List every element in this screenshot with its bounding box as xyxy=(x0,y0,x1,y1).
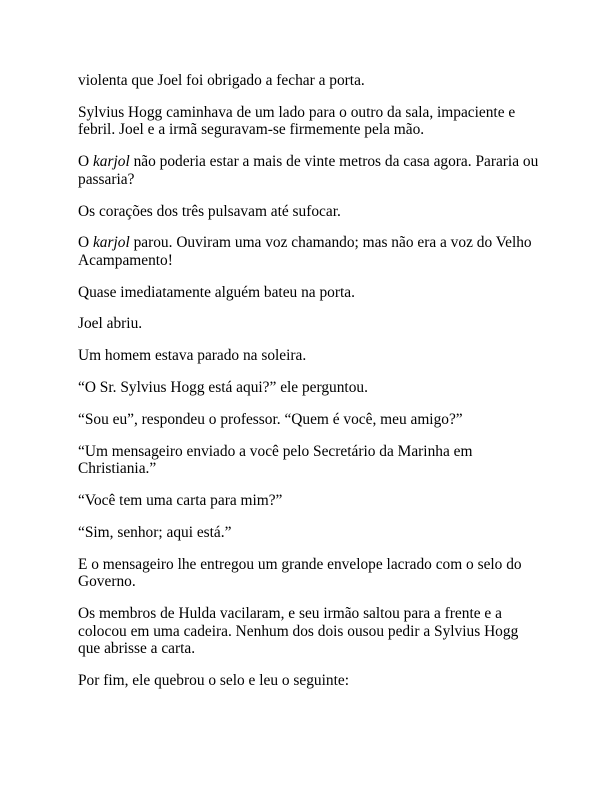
paragraph: “Sou eu”, respondeu o professor. “Quem é você, meu amigo?” xyxy=(78,410,463,428)
paragraph xyxy=(78,234,540,269)
paragraph: E o mensageiro lhe entregou um grande envelope lacrado com o selo do Governo. xyxy=(78,555,522,591)
paragraph: Os membros de Hulda vacilaram, e seu irmão saltou para a frente e a colocou em uma cadeira. Nenhum dos dois ousou pedir a Sylvius Hogg que abrisse a carta. xyxy=(78,604,519,658)
paragraph: “Um mensageiro enviado a você pelo Secretário da Marinha em Christiania.” xyxy=(78,442,473,478)
paragraph: Por fim, ele quebrou o selo e leu o seguinte: xyxy=(78,671,349,689)
paragraph: violenta que Joel foi obrigado a fechar a porta. xyxy=(78,72,365,89)
italic-term: karjol xyxy=(92,234,130,252)
italic-term: karjol xyxy=(92,153,130,171)
paragraph: Um homem estava parado na soleira. xyxy=(78,347,307,365)
paragraph-text: parou. Ouviram uma voz chamando; mas não era a voz do Velho Acampamento! xyxy=(78,234,532,269)
paragraph-text: não poderia estar a mais de vinte metros da casa agora. Pararia ou passaria? xyxy=(78,153,539,188)
paragraph: “O Sr. Sylvius Hogg está aqui?” ele perguntou. xyxy=(78,379,368,397)
paragraph: Sylvius Hogg caminhava de um lado para o outro da sala, impaciente e febril. Joel e a irmã seguravam-se firmemente pela mão. xyxy=(78,103,516,139)
paragraph: Os corações dos três pulsavam até sufocar. xyxy=(78,202,341,220)
paragraph: Joel abriu. xyxy=(78,315,143,333)
paragraph xyxy=(78,153,540,188)
paragraph-text: O xyxy=(78,234,93,252)
document-page xyxy=(78,72,540,704)
paragraph: Quase imediatamente alguém bateu na porta. xyxy=(78,283,355,301)
paragraph-text: O xyxy=(78,153,93,171)
paragraph: “Sim, senhor; aqui está.” xyxy=(78,523,232,541)
paragraph: “Você tem uma carta para mim?” xyxy=(78,491,283,509)
